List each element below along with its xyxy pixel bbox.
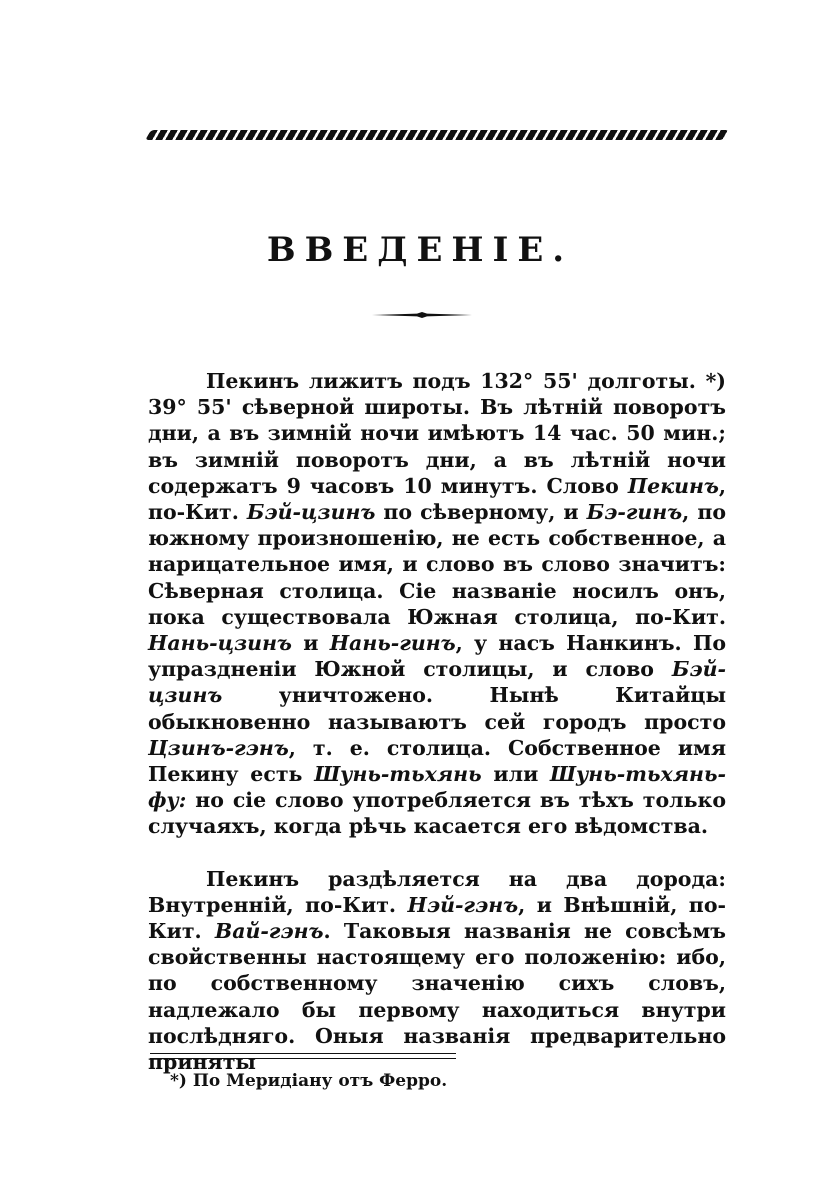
italic-term: Бэй-цзинъ (246, 500, 376, 525)
footnote-rule (150, 1053, 456, 1059)
italic-term: Пекинъ (627, 473, 719, 498)
italic-term: Шунь-тьхянь (314, 762, 482, 787)
text-run: , и Внѣшній, по-Кит. (148, 892, 726, 944)
italic-term: Нэй-гэнъ (407, 892, 519, 917)
chapter-title: ВВЕДЕНІЕ. (266, 230, 574, 270)
italic-term: Цзинъ-гэнъ (148, 735, 289, 760)
title-ornament (372, 312, 472, 318)
text-run: по сѣверному, и (375, 500, 587, 525)
text-run: или (481, 762, 551, 787)
text-run: но сіе слово употребляется въ тѣхъ только случаяхъ, когда рѣчь касается его вѣдомства. (148, 788, 726, 839)
paragraph-1 (148, 368, 726, 840)
text-run: Пекинъ лижитъ подъ 132° 55' долготы. *) 39° 55' сѣверной широты. Въ лѣтній поворотъ дни, а въ зимній ночи имѣютъ 14 час. 50 мин.; въ зимній поворотъ дни, а въ лѣтній ночи содержатъ 9 часовъ 10 минутъ. Слово (148, 369, 726, 498)
italic-term: Шунь-тьхянь-фу: (148, 762, 726, 813)
footnote: *) По Меридіану отъ Ферро. (170, 1071, 448, 1091)
paragraph-2 (148, 866, 726, 1076)
text-run: , по-Кит. (148, 473, 726, 525)
italic-term: Бэ-гинъ (586, 500, 683, 525)
italic-term: Нань-гинъ (329, 631, 456, 656)
body-text (148, 368, 726, 1075)
text-run: уничтожено. Нынѣ Китайцы обыкновенно называютъ сей городъ просто (148, 683, 726, 734)
text-run: , т. е. столица. Собственное имя Пекину есть (148, 735, 726, 787)
italic-term: Вай-гэнъ (214, 919, 324, 944)
text-run: , по южному произношенію, не есть собственное, а нарицательное имя, и слово въ слово значитъ: Сѣверная столица. Сіе названіе носилъ онъ, пока существовала Южная столица, по-Кит. (148, 500, 726, 629)
text-run: и (291, 631, 330, 656)
italic-term: Бэй-цзинъ (148, 657, 726, 708)
italic-term: Нань-цзинъ (148, 631, 292, 656)
top-ornament-rule (145, 130, 729, 140)
text-run: . Таковыя названія не совсѣмъ свойственны настоящему его положенію: ибо, по собственному значенію сихъ словъ, надлежало бы первому находиться внутри послѣдняго. Оныя названія предварительно приняты (148, 919, 726, 1075)
text-run: Пекинъ раздѣляется на два дорода: Внутренній, по-Кит. (148, 866, 726, 917)
ornament-dash-icon (372, 312, 472, 318)
text-run: , у насъ Нанкинъ. По упраздненіи Южной столицы, и слово (148, 631, 726, 682)
